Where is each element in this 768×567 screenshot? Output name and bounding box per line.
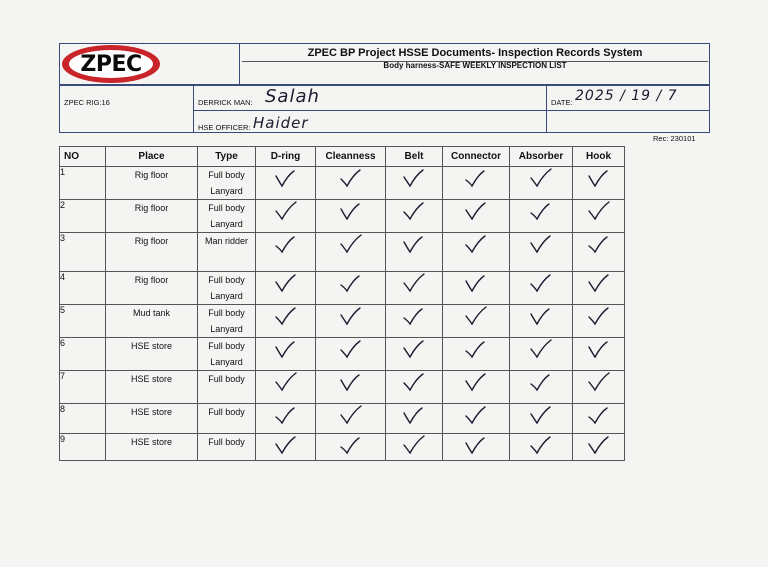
checkmark-icon	[273, 233, 299, 255]
checkmark-icon	[273, 371, 299, 393]
checkmark-icon	[273, 434, 299, 456]
cell-d-ring	[256, 272, 316, 305]
checkmark-icon	[401, 371, 427, 393]
row-number: 3	[60, 233, 106, 272]
cell-absorber	[510, 371, 573, 404]
inspection-table	[59, 146, 625, 461]
checkmark-icon	[338, 272, 364, 294]
date-label: DATE:	[551, 98, 573, 107]
row-type-line-1: Full body	[208, 407, 245, 417]
checkmark-icon	[586, 434, 612, 456]
checkmark-icon	[528, 272, 554, 294]
checkmark-icon	[463, 371, 489, 393]
row-type-line-2: Lanyard	[210, 291, 243, 301]
cell-connector	[443, 404, 510, 434]
table-row	[60, 338, 625, 371]
cell-connector	[443, 305, 510, 338]
cell-belt	[386, 371, 443, 404]
cell-cleanness	[316, 338, 386, 371]
cell-connector	[443, 338, 510, 371]
table-row	[60, 404, 625, 434]
checkmark-icon	[401, 272, 427, 294]
cell-d-ring	[256, 371, 316, 404]
checkmark-icon	[586, 167, 612, 189]
row-type	[198, 233, 256, 272]
col-header-no: NO	[60, 147, 106, 167]
row-number: 7	[60, 371, 106, 404]
cell-cleanness	[316, 371, 386, 404]
cell-d-ring	[256, 434, 316, 461]
checkmark-icon	[463, 200, 489, 222]
cell-hook	[573, 272, 625, 305]
cell-hook	[573, 233, 625, 272]
checkmark-icon	[401, 305, 427, 327]
hse-officer-label: HSE OFFICER:	[198, 123, 251, 132]
row-type	[198, 200, 256, 233]
info-divider-row	[193, 110, 710, 111]
table-row	[60, 434, 625, 461]
checkmark-icon	[586, 338, 612, 360]
cell-absorber	[510, 272, 573, 305]
row-number: 2	[60, 200, 106, 233]
info-divider-date	[546, 85, 547, 133]
row-type-line-1: Full body	[208, 437, 245, 447]
hse-officer-signature: Haider	[253, 114, 309, 132]
checkmark-icon	[528, 305, 554, 327]
checkmark-icon	[401, 434, 427, 456]
checkmark-icon	[463, 233, 489, 255]
col-header-place: Place	[106, 147, 198, 167]
cell-absorber	[510, 338, 573, 371]
row-place: HSE store	[106, 371, 198, 404]
row-number: 9	[60, 434, 106, 461]
checkmark-icon	[528, 200, 554, 222]
checkmark-icon	[586, 305, 612, 327]
checkmark-icon	[586, 404, 612, 426]
checkmark-icon	[528, 167, 554, 189]
row-type	[198, 305, 256, 338]
checkmark-icon	[401, 338, 427, 360]
row-type-line-1: Full body	[208, 374, 245, 384]
row-type	[198, 434, 256, 461]
checkmark-icon	[586, 371, 612, 393]
checkmark-icon	[463, 338, 489, 360]
col-header-cleanness: Cleanness	[316, 147, 386, 167]
table-row	[60, 305, 625, 338]
checkmark-icon	[338, 371, 364, 393]
checkmark-icon	[528, 371, 554, 393]
info-divider-rig	[193, 85, 194, 133]
table-row	[60, 233, 625, 272]
checkmark-icon	[463, 434, 489, 456]
row-place: Rig floor	[106, 233, 198, 272]
cell-absorber	[510, 167, 573, 200]
checkmark-icon	[273, 305, 299, 327]
derrick-man-signature: Salah	[265, 86, 320, 107]
row-place: Mud tank	[106, 305, 198, 338]
logo-text: ZPEC	[69, 50, 153, 78]
cell-absorber	[510, 404, 573, 434]
row-place: Rig floor	[106, 167, 198, 200]
checkmark-icon	[401, 233, 427, 255]
row-number: 6	[60, 338, 106, 371]
checkmark-icon	[463, 272, 489, 294]
checkmark-icon	[528, 233, 554, 255]
table-header-row	[60, 147, 625, 167]
document-subtitle: Body harness-SAFE WEEKLY INSPECTION LIST	[383, 61, 567, 70]
checkmark-icon	[338, 434, 364, 456]
checkmark-icon	[463, 404, 489, 426]
table-row	[60, 371, 625, 404]
cell-cleanness	[316, 305, 386, 338]
cell-absorber	[510, 233, 573, 272]
row-type-line-1: Full body	[208, 308, 245, 318]
table-row	[60, 200, 625, 233]
checkmark-icon	[401, 200, 427, 222]
cell-cleanness	[316, 233, 386, 272]
cell-connector	[443, 371, 510, 404]
row-number: 4	[60, 272, 106, 305]
checkmark-icon	[463, 167, 489, 189]
table-row	[60, 272, 625, 305]
cell-cleanness	[316, 167, 386, 200]
checkmark-icon	[586, 200, 612, 222]
cell-belt	[386, 167, 443, 200]
row-number: 8	[60, 404, 106, 434]
document-title: ZPEC BP Project HSSE Documents- Inspection Records System	[307, 47, 643, 59]
checkmark-icon	[463, 305, 489, 327]
cell-absorber	[510, 434, 573, 461]
row-type-line-1: Man ridder	[204, 236, 249, 246]
checkmark-icon	[273, 272, 299, 294]
cell-d-ring	[256, 233, 316, 272]
cell-absorber	[510, 305, 573, 338]
rig-label: ZPEC RIG:16	[64, 98, 110, 107]
cell-belt	[386, 305, 443, 338]
row-type	[198, 338, 256, 371]
row-type-line-1: Full body	[208, 341, 245, 351]
checkmark-icon	[586, 272, 612, 294]
table-row	[60, 167, 625, 200]
row-type	[198, 272, 256, 305]
cell-belt	[386, 338, 443, 371]
cell-hook	[573, 434, 625, 461]
col-header-connector: Connector	[443, 147, 510, 167]
cell-cleanness	[316, 200, 386, 233]
row-place: Rig floor	[106, 200, 198, 233]
row-type-line-2: Lanyard	[210, 357, 243, 367]
col-header-belt: Belt	[386, 147, 443, 167]
derrick-man-label: DERRICK MAN:	[198, 98, 253, 107]
cell-connector	[443, 434, 510, 461]
cell-cleanness	[316, 434, 386, 461]
cell-belt	[386, 434, 443, 461]
cell-connector	[443, 233, 510, 272]
row-type-line-1: Full body	[208, 275, 245, 285]
col-header-d-ring: D-ring	[256, 147, 316, 167]
cell-belt	[386, 272, 443, 305]
cell-hook	[573, 167, 625, 200]
cell-hook	[573, 404, 625, 434]
checkmark-icon	[401, 167, 427, 189]
row-place: Rig floor	[106, 272, 198, 305]
cell-d-ring	[256, 305, 316, 338]
cell-belt	[386, 233, 443, 272]
cell-absorber	[510, 200, 573, 233]
row-type	[198, 371, 256, 404]
cell-hook	[573, 200, 625, 233]
row-type-line-2: Lanyard	[210, 186, 243, 196]
checkmark-icon	[338, 167, 364, 189]
checkmark-icon	[273, 167, 299, 189]
row-place: HSE store	[106, 434, 198, 461]
row-type	[198, 404, 256, 434]
checkmark-icon	[338, 233, 364, 255]
cell-belt	[386, 404, 443, 434]
checkmark-icon	[273, 338, 299, 360]
checkmark-icon	[528, 338, 554, 360]
row-type-line-1: Full body	[208, 203, 245, 213]
row-number: 1	[60, 167, 106, 200]
checkmark-icon	[401, 404, 427, 426]
cell-cleanness	[316, 404, 386, 434]
cell-d-ring	[256, 338, 316, 371]
checkmark-icon	[338, 200, 364, 222]
checkmark-icon	[273, 200, 299, 222]
zpec-logo	[62, 45, 160, 83]
checkmark-icon	[273, 404, 299, 426]
row-type-line-1: Full body	[208, 170, 245, 180]
row-type-line-2: Lanyard	[210, 324, 243, 334]
checkmark-icon	[338, 338, 364, 360]
cell-d-ring	[256, 404, 316, 434]
row-type-line-2: Lanyard	[210, 219, 243, 229]
row-place: HSE store	[106, 404, 198, 434]
cell-hook	[573, 371, 625, 404]
cell-d-ring	[256, 200, 316, 233]
checkmark-icon	[586, 233, 612, 255]
row-type	[198, 167, 256, 200]
header-divider	[239, 43, 240, 85]
cell-cleanness	[316, 272, 386, 305]
cell-connector	[443, 272, 510, 305]
checkmark-icon	[338, 305, 364, 327]
col-header-hook: Hook	[573, 147, 625, 167]
cell-hook	[573, 338, 625, 371]
cell-d-ring	[256, 167, 316, 200]
record-number: Rec: 230101	[653, 134, 696, 143]
checkmark-icon	[338, 404, 364, 426]
date-value: 2025 / 19 / 7	[575, 88, 678, 104]
checkmark-icon	[528, 434, 554, 456]
row-place: HSE store	[106, 338, 198, 371]
checkmark-icon	[528, 404, 554, 426]
cell-belt	[386, 200, 443, 233]
col-header-absorber: Absorber	[510, 147, 573, 167]
cell-hook	[573, 305, 625, 338]
cell-connector	[443, 167, 510, 200]
col-header-type: Type	[198, 147, 256, 167]
row-number: 5	[60, 305, 106, 338]
cell-connector	[443, 200, 510, 233]
